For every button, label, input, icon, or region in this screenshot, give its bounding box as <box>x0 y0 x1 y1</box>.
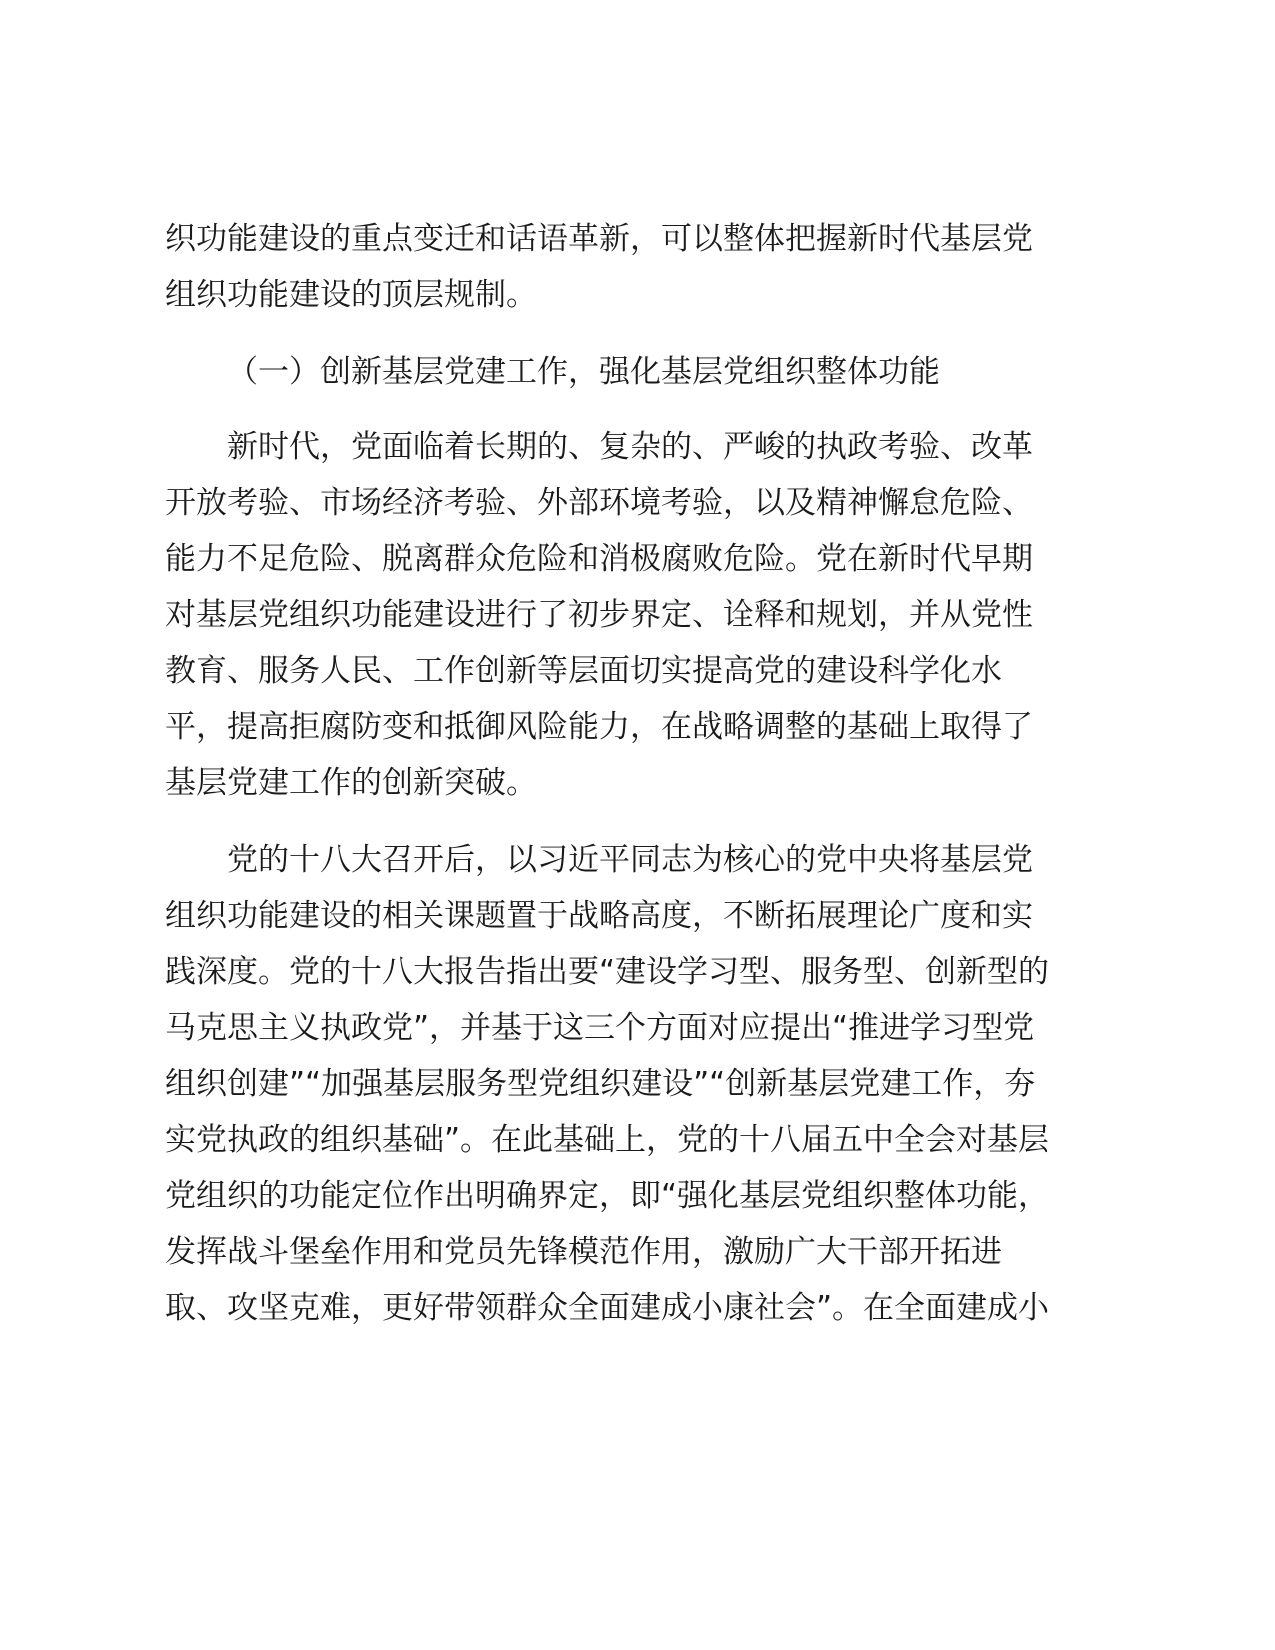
text-line: 践深度。党的十八大报告指出要“建设学习型、服务型、创新型的 <box>165 954 1050 990</box>
text-line: 基层党建工作的创新突破。 <box>165 765 537 801</box>
text-line: 能力不足危险、脱离群众危险和消极腐败危险。党在新时代早期 <box>165 541 1033 577</box>
text-line: 党的十八大召开后，以习近平同志为核心的党中央将基层党 <box>227 842 1033 878</box>
text-line: 组织功能建设的相关课题置于战略高度，不断拓展理论广度和实 <box>165 898 1033 934</box>
text-line: 取、攻坚克难，更好带领群众全面建成小康社会”。在全面建成小 <box>165 1290 1050 1326</box>
text-line: 组织创建”“加强基层服务型党组织建设”“创新基层党建工作，夯 <box>165 1066 1036 1102</box>
text-line: 发挥战斗堡垒作用和党员先锋模范作用，激励广大干部开拓进 <box>165 1234 1002 1270</box>
text-line: 实党执政的组织基础”。在此基础上，党的十八届五中全会对基层 <box>165 1122 1050 1158</box>
text-line: 马克思主义执政党”，并基于这三个方面对应提出“推进学习型党 <box>165 1010 1035 1046</box>
text-line: 教育、服务人民、工作创新等层面切实提高党的建设科学化水 <box>165 653 1002 689</box>
text-line: 新时代，党面临着长期的、复杂的、严峻的执政考验、改革 <box>227 429 1033 465</box>
text-line: 平，提高拒腐防变和抵御风险能力，在战略调整的基础上取得了 <box>165 709 1033 745</box>
text-line: 党组织的功能定位作出明确界定，即“强化基层党组织整体功能， <box>165 1178 1050 1214</box>
text-line: 组织功能建设的顶层规制。 <box>165 277 537 313</box>
text-line: 开放考验、市场经济考验、外部环境考验，以及精神懈怠危险、 <box>165 485 1033 521</box>
text-line: 对基层党组织功能建设进行了初步界定、诠释和规划，并从党性 <box>165 597 1033 633</box>
section-heading: （一）创新基层党建工作，强化基层党组织整体功能 <box>227 354 940 390</box>
text-line: 织功能建设的重点变迁和话语革新，可以整体把握新时代基层党 <box>165 221 1033 257</box>
